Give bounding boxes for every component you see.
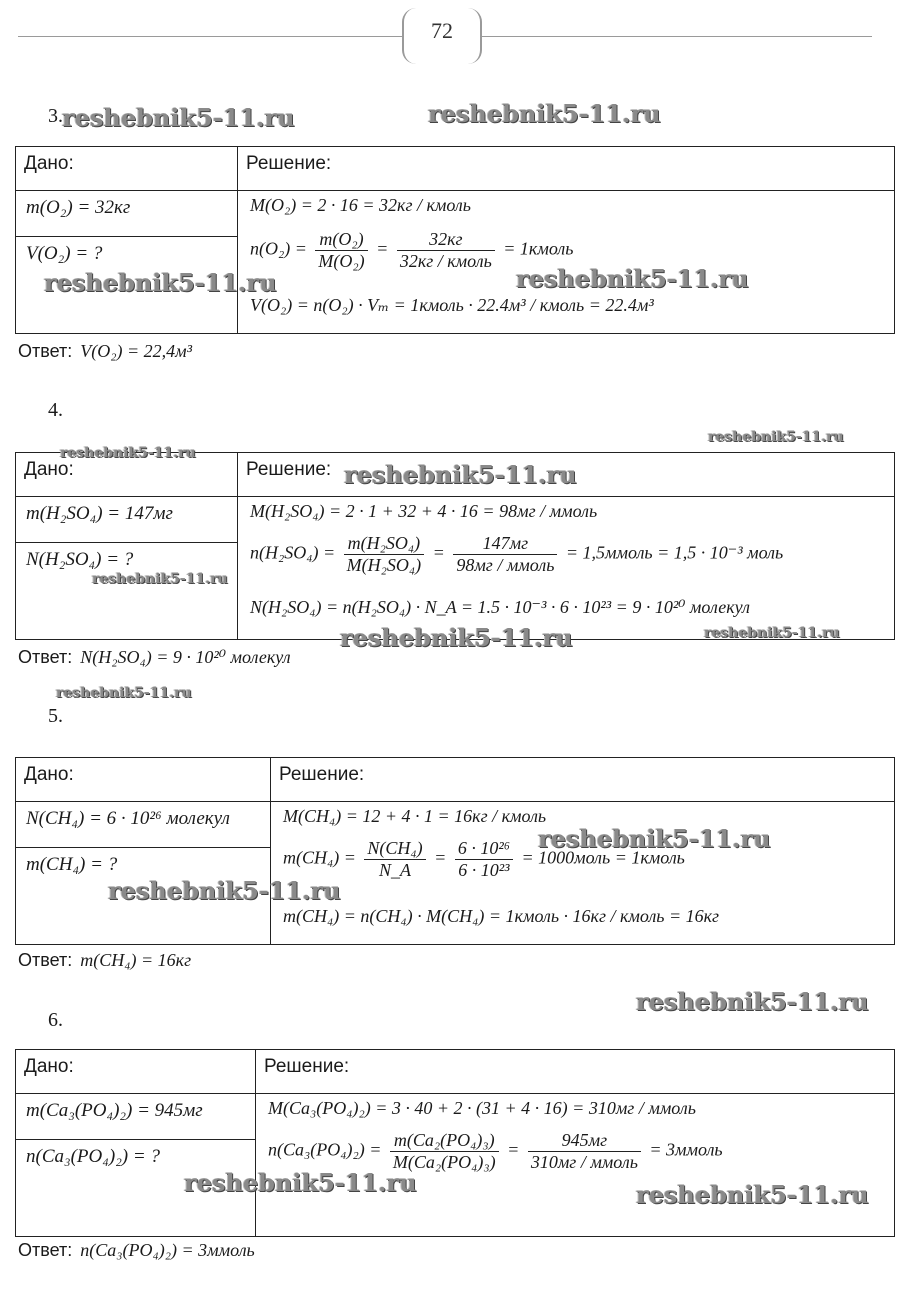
answer-label: Ответ: (18, 341, 73, 361)
answer-label: Ответ: (18, 647, 73, 667)
watermark: reshebnik5-11.ru (538, 824, 771, 853)
watermark: reshebnik5-11.ru (428, 99, 661, 128)
watermark: reshebnik5-11.ru (340, 623, 573, 652)
solution-line: m(CH₄) = n(CH₄) · M(CH₄) = 1кмоль · 16кг / кмоль = 16кг (283, 906, 720, 926)
fraction (455, 838, 513, 881)
answer-label: Ответ: (18, 1240, 73, 1260)
solution-header: Решение: (246, 153, 332, 174)
watermark: reshebnik5-11.ru (108, 876, 341, 905)
answer-value: N(H₂SO₄) = 9 · 10²⁰ молекул (80, 647, 291, 667)
numerator: m(H₂SO₄) (344, 533, 425, 555)
result: = 1кмоль (503, 238, 574, 259)
lhs: n(H₂SO₄) = (250, 542, 336, 563)
solution-header: Решение: (279, 764, 365, 785)
denominator: M(O₂) (318, 251, 365, 271)
denominator: M(Ca₂(PO₄)₃) (392, 1152, 496, 1172)
watermark: reshebnik5-11.ru (708, 429, 844, 445)
watermark: reshebnik5-11.ru (62, 103, 295, 132)
denominator: 6 · 10²³ (458, 860, 510, 880)
fraction (364, 838, 425, 881)
given-find: n(Ca₃(PO₄)₂) = ? (26, 1146, 160, 1168)
solution-line: N(H₂SO₄) = n(H₂SO₄) · N_A = 1.5 · 10⁻³ · 6 · 10²³ = 9 · 10²⁰ молекул (250, 597, 751, 617)
fraction (390, 1130, 499, 1173)
equals: = (507, 1139, 520, 1160)
numerator: m(Ca₂(PO₄)₃) (390, 1130, 499, 1152)
solution-line (268, 1130, 723, 1173)
numerator: m(O₂) (315, 229, 367, 251)
header-rule-left (18, 36, 402, 37)
given-known: N(CH₄) = 6 · 10²⁶ молекул (26, 808, 230, 829)
solution-line: V(O₂) = n(O₂) · Vₘ = 1кмоль · 22.4м³ / кмоль = 22.4м³ (250, 295, 654, 315)
equals: = (376, 238, 389, 259)
task-number: 5. (48, 705, 63, 727)
denominator: M(H₂SO₄) (346, 555, 422, 575)
numerator: 945мг (528, 1130, 641, 1152)
answer-value: m(CH₄) = 16кг (80, 950, 192, 970)
equals: = (432, 542, 445, 563)
given-known: m(O₂) = 32кг (26, 197, 131, 218)
answer-value: V(O₂) = 22,4м³ (80, 341, 193, 361)
given-header: Дано: (24, 459, 74, 480)
answer-line (18, 647, 291, 668)
denominator: 310мг / ммоль (530, 1152, 638, 1172)
lhs: m(CH₄) = (283, 847, 356, 868)
watermark: reshebnik5-11.ru (344, 460, 577, 489)
numerator: N(CH₄) (364, 838, 425, 860)
numerator: 6 · 10²⁶ (455, 838, 513, 860)
header-rule-right (482, 36, 872, 37)
given-header: Дано: (24, 764, 74, 785)
given-header: Дано: (24, 1056, 74, 1077)
given-find: m(CH₄) = ? (26, 854, 118, 876)
given-known: m(H₂SO₄) = 147мг (26, 503, 173, 524)
numerator: 147мг (453, 533, 557, 555)
lhs: n(Ca₃(PO₄)₂) = (268, 1139, 382, 1160)
fraction (453, 533, 557, 576)
watermark: reshebnik5-11.ru (184, 1168, 417, 1197)
given-find: N(H₂SO₄) = ? (26, 549, 134, 571)
task-number: 6. (48, 1009, 63, 1031)
solution-line: M(H₂SO₄) = 2 · 1 + 32 + 4 · 16 = 98мг / ммоль (250, 501, 598, 521)
solution-line: M(CH₄) = 12 + 4 · 1 = 16кг / кмоль (283, 806, 547, 826)
page-number: 72 (431, 18, 453, 43)
given-find: V(O₂) = ? (26, 243, 103, 265)
result: = 1000моль = 1кмоль (521, 847, 685, 868)
fraction (315, 229, 367, 272)
task-table (15, 146, 895, 334)
denominator: 98мг / ммоль (456, 555, 555, 575)
solution-line (250, 533, 783, 576)
solution-line: M(O₂) = 2 · 16 = 32кг / кмоль (250, 195, 471, 215)
solution-header: Решение: (246, 459, 332, 480)
equals: = (434, 847, 447, 868)
fraction (528, 1130, 641, 1173)
watermark: reshebnik5-11.ru (44, 268, 277, 297)
fraction (397, 229, 495, 272)
denominator: 32кг / кмоль (399, 251, 492, 271)
answer-line (18, 341, 192, 362)
result: = 1,5ммоль = 1,5 · 10⁻³ моль (565, 542, 784, 563)
fraction (344, 533, 425, 576)
watermark: reshebnik5-11.ru (636, 1180, 869, 1209)
solution-line: M(Ca₃(PO₄)₂) = 3 · 40 + 2 · (31 + 4 · 16) = 310мг / ммоль (268, 1098, 696, 1118)
watermark: reshebnik5-11.ru (60, 445, 196, 461)
solution-header: Решение: (264, 1056, 350, 1077)
lhs: n(O₂) = (250, 238, 307, 259)
task-number: 4. (48, 399, 63, 421)
watermark: reshebnik5-11.ru (636, 987, 869, 1016)
given-header: Дано: (24, 153, 74, 174)
result: = 3ммоль (649, 1139, 723, 1160)
answer-line (18, 950, 191, 971)
answer-value: n(Ca₃(PO₄)₂) = 3ммоль (80, 1240, 255, 1260)
watermark: reshebnik5-11.ru (516, 264, 749, 293)
task-number: 3. (48, 105, 63, 127)
denominator: N_A (379, 860, 412, 880)
answer-line (18, 1240, 255, 1261)
answer-label: Ответ: (18, 950, 73, 970)
given-known: m(Ca₃(PO₄)₂) = 945мг (26, 1100, 203, 1121)
watermark: reshebnik5-11.ru (56, 685, 192, 701)
watermark: reshebnik5-11.ru (92, 571, 228, 587)
watermark: reshebnik5-11.ru (704, 625, 840, 641)
numerator: 32кг (397, 229, 495, 251)
